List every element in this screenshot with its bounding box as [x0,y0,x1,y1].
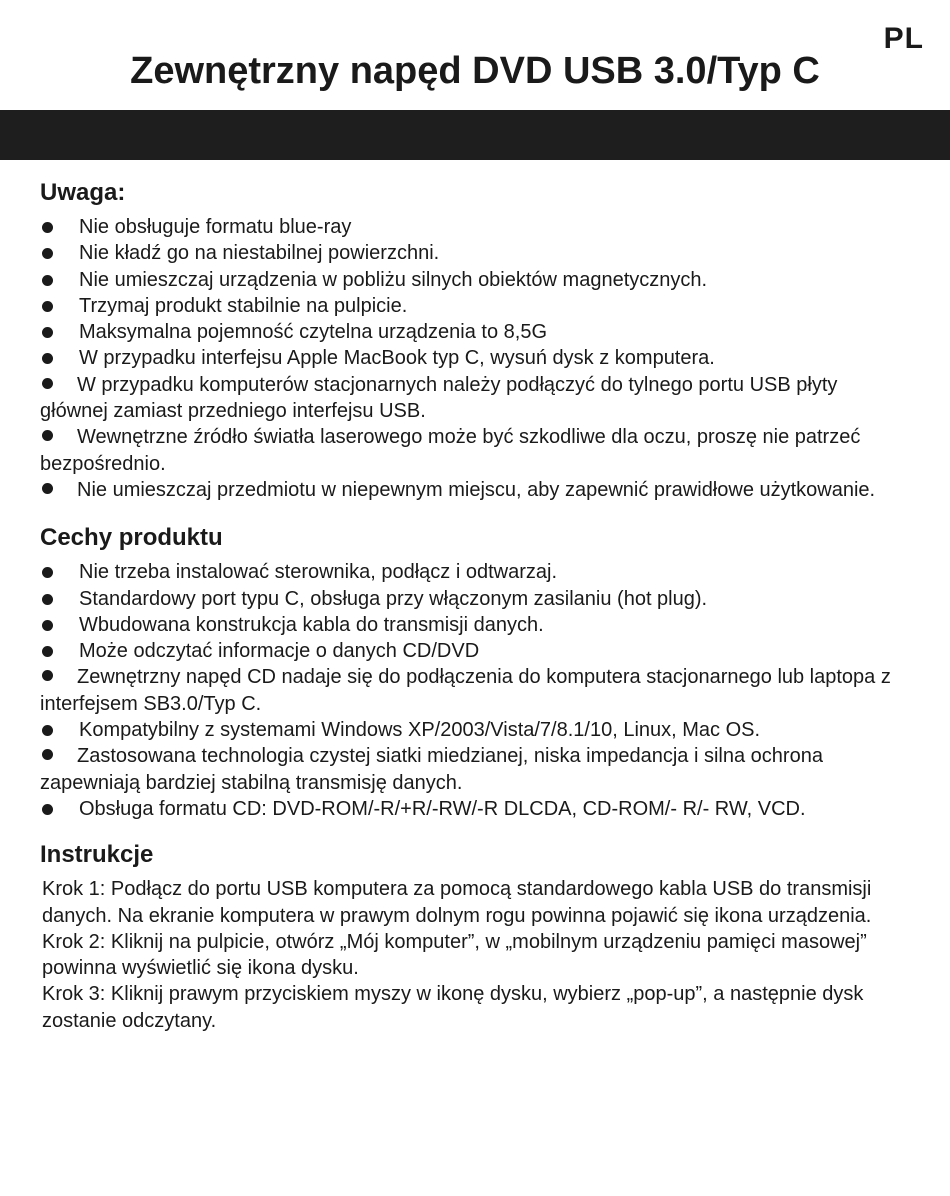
list-item [40,424,910,477]
bullet-icon [42,430,53,441]
uwaga-list [40,214,910,503]
list-item [40,293,910,319]
document-title: Zewnętrzny napęd DVD USB 3.0/Typ C [130,50,820,92]
list-item [40,319,910,345]
bullet-icon [42,483,53,494]
bullet-icon [42,804,53,815]
bullet-icon [42,620,53,631]
section-uwaga [40,178,910,503]
list-item [40,612,910,638]
bullet-icon [42,567,53,578]
list-item-text: W przypadku komputerów stacjonarnych należy podłączyć do tylnego portu USB płyty głównej zamiast przedniego interfejsu USB. [40,373,838,423]
bullet-icon [42,301,53,312]
list-item [40,345,910,371]
bullet-icon [42,594,53,605]
list-item-text: Maksymalna pojemność czytelna urządzenia to 8,5G [79,321,548,344]
list-item-text: Może odczytać informacje o danych CD/DVD [79,640,480,663]
list-item-text: Standardowy port typu C, obsługa przy włączonym zasilaniu (hot plug). [79,587,708,610]
bullet-icon [42,749,53,760]
bullet-icon [42,353,53,364]
list-item [40,240,910,266]
list-item-text: W przypadku interfejsu Apple MacBook typ C, wysuń dysk z komputera. [79,347,715,370]
bullet-icon [42,646,53,657]
list-item [40,586,910,612]
list-item [40,477,910,503]
list-item [40,796,910,822]
instruction-step-1: Krok 1: Podłącz do portu USB komputera za pomocą standardowego kabla USB do transmisji danych. Na ekranie komputera w prawym dolnym rogu powinna pojawić się ikona urządzenia. [42,878,872,927]
list-item [40,743,910,796]
list-item [40,267,910,293]
list-item-text: Wewnętrzne źródło światła laserowego może być szkodliwe dla oczu, proszę nie patrzeć bezpośrednio. [40,426,861,475]
bullet-icon [42,378,53,389]
list-item-text: Nie kładź go na niestabilnej powierzchni. [79,242,440,265]
bullet-icon [42,670,53,681]
list-item-text: Obsługa formatu CD: DVD-ROM/-R/+R/-RW/-R DLCDA, CD-ROM/- R/- RW, VCD. [79,797,806,820]
instruction-step-2: Krok 2: Kliknij na pulpicie, otwórz „Mój komputer”, w „mobilnym urządzeniu pamięci masowej” powinna wyświetlić się ikona dysku. [42,930,867,980]
list-item-text: Nie umieszczaj przedmiotu w niepewnym miejscu, aby zapewnić prawidłowe użytkowanie. [77,478,876,501]
bullet-icon [42,275,53,286]
list-item [40,717,910,743]
bullet-icon [42,327,53,338]
list-item-text: Nie umieszczaj urządzenia w pobliżu silnych obiektów magnetycznych. [79,268,708,291]
list-item-text: Wbudowana konstrukcja kabla do transmisji danych. [79,613,544,636]
instruction-steps [40,876,910,1034]
section-title-uwaga: Uwaga: [40,179,126,206]
list-item [40,214,910,240]
list-item-text: Nie trzeba instalować sterownika, podłącz i odtwarzaj. [79,561,557,584]
list-item [40,664,910,717]
section-title-cechy: Cechy produktu [40,524,223,552]
list-item-text: Zewnętrzny napęd CD nadaje się do podłączenia do komputera stacjonarnego lub laptopa z interfejsem SB3.0/Typ C. [40,666,891,715]
section-title-instrukcje: Instrukcje [40,841,154,869]
instruction-step-3: Krok 3: Kliknij prawym przyciskiem myszy w ikonę dysku, wybierz „pop-up”, a następnie dysk zostanie odczytany. [42,983,864,1032]
bullet-icon [42,222,53,233]
bullet-icon [42,725,53,736]
section-instrukcje [40,840,910,1034]
list-item-text: Zastosowana technologia czystej siatki miedzianej, niska impedancja i silna ochrona zapewniają bardziej stabilną transmisję danych. [40,745,823,794]
list-item-text: Kompatybilny z systemami Windows XP/2003/Vista/7/8.1/10, Linux, Mac OS. [79,719,761,742]
section-cechy-produktu [40,523,910,822]
language-badge: PL [883,22,924,55]
list-item-text: Trzymaj produkt stabilnie na pulpicie. [79,294,408,317]
header-divider-bar [0,110,950,160]
cechy-list [40,559,910,822]
list-item [40,372,910,425]
list-item-text: Nie obsługuje formatu blue-ray [79,216,352,238]
bullet-icon [42,248,53,259]
document-body [40,178,910,1034]
list-item [40,559,910,585]
list-item [40,638,910,664]
